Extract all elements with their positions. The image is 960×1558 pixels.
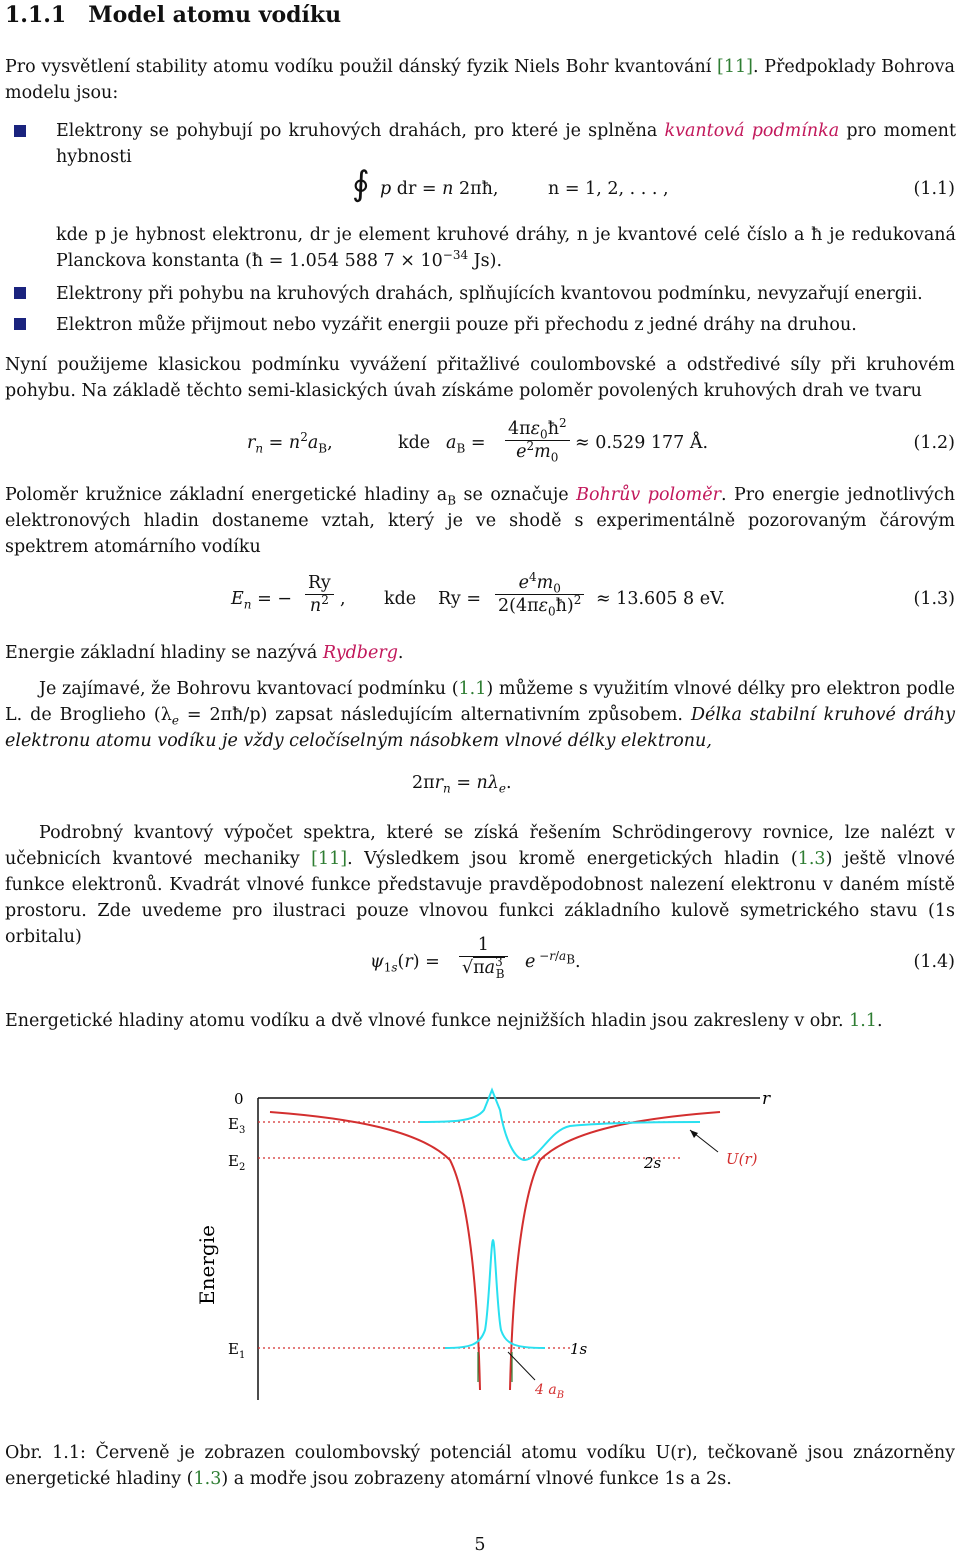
- paragraph-3: Poloměr kružnice základní energetické hladiny $a_B$ se označuje Bohrův poloměr. Pro energie jednotlivých elektronových hladin dostaneme vztah, který je ve shodě s experimentálně pozorovaným čárovým spektrem atomárního vodíku: [5, 485, 955, 557]
- p4-end: .: [397, 643, 404, 663]
- figure-caption: [5, 1440, 955, 1492]
- equation-1-4: [0, 934, 960, 994]
- label-energie: Energie: [195, 1225, 219, 1305]
- label-E1: $E_1$: [228, 1340, 246, 1361]
- p5-italic: Délka stabilní kruhové dráhy elektronu atomu vodíku je vždy celočíselným násobkem vlnové délky elektronu,: [5, 705, 955, 751]
- paragraph-6: [5, 820, 955, 950]
- wavefunction-2s: [420, 1090, 700, 1160]
- equation-1-2: [0, 418, 960, 468]
- citation-link[interactable]: [11]: [311, 849, 348, 869]
- equation-1-1: [0, 164, 960, 210]
- eq3-ry-def-fraction: $\frac{e^4m_0}{2(4\pi\varepsilon_0ħ)^2}$: [495, 572, 584, 617]
- equation-1-3: [0, 572, 960, 626]
- term-kvantova-podminka: kvantová podmínka: [664, 121, 840, 141]
- bullet-text: Elektrony se pohybují po kruhových drahách, pro které je splněna: [56, 121, 658, 141]
- bullet-item-2: Elektrony při pohybu na kruhových drahách, splňujících kvantovou podmínku, nevyzařují energii.: [56, 284, 923, 304]
- p5-mid2: = 2πħ/p) zapsat následujícím alternativním způsobem.: [178, 705, 691, 725]
- bullet-marker: [14, 125, 26, 137]
- bullet-marker: [14, 318, 26, 330]
- eq4-number: (1.4): [913, 952, 955, 972]
- label-r: r: [762, 1089, 771, 1109]
- contour-integral-symbol: ∮: [352, 164, 370, 204]
- citation-link[interactable]: [11]: [717, 57, 753, 77]
- eq4-fraction: $\frac{1}{√\pi a^3_B}$: [459, 934, 508, 979]
- eq4-exp: e $^{-r/a_B}$.: [525, 949, 581, 972]
- term-rydberg: Rydberg: [322, 643, 398, 663]
- p5-text: Je zajímavé, že Bohrovu kvantovací podmínku (: [39, 679, 459, 699]
- eq2-fraction: $\frac{4\pi\varepsilon_0ħ^2}{e^2m_0}$: [505, 418, 570, 463]
- label-U: U(r): [726, 1150, 758, 1168]
- bullet-explanation-tail: Js).: [468, 251, 503, 271]
- eq2-number: (1.2): [913, 433, 955, 453]
- eq-ref-link[interactable]: 1.3: [193, 1469, 222, 1489]
- eq2-aB: $a_B$ =: [446, 433, 486, 456]
- paragraph-2: Nyní použijeme klasickou podmínku vyvážení přitažlivé coulombovské a odstředivé síly při kruhovém pohybu. Na základě těchto semi-klasických úvah získáme poloměr povolených kruhových drah ve tvaru: [5, 355, 955, 401]
- term-bohruv-polomer: Bohrův poloměr: [576, 485, 721, 505]
- eq4-lhs: $\psi_{1s}(r)$ =: [370, 952, 440, 975]
- eq1-lhs: p dr = n 2πħ,: [380, 179, 499, 199]
- eq-ref-link[interactable]: 1.3: [797, 849, 826, 869]
- paragraph-7: [5, 1008, 955, 1034]
- intro-text-end: . Předpoklady Bohrova modelu jsou:: [5, 57, 955, 103]
- eq3-ry: Ry =: [438, 589, 481, 609]
- wavefunction-1s: [445, 1240, 545, 1348]
- section-number: 1.1.1: [5, 2, 67, 28]
- bullet-marker: [14, 287, 26, 299]
- paragraph-4: [5, 640, 955, 666]
- eq3-comma: ,: [340, 589, 346, 609]
- p3-text: Poloměr kružnice základní energetické hladiny a: [5, 485, 448, 505]
- eq3-ry-fraction: $\frac{Ry}{n^2}$: [305, 572, 334, 617]
- bullet-explanation-text: kde p je hybnost elektronu, dr je element kruhové dráhy, n je kvantové celé číslo a ħ je redukovaná Planckova konstanta (ħ = 1.054 588 7 × 10: [56, 225, 956, 271]
- bullet-text-end: pro moment hybnosti: [56, 121, 956, 167]
- label-2s: 2s: [644, 1154, 662, 1172]
- label-zero: 0: [234, 1090, 244, 1108]
- label-E2: $E_2$: [228, 1152, 246, 1173]
- eq1-rhs: n = 1, 2, . . . ,: [548, 179, 669, 199]
- p5-mid: ) můžeme s využitím vlnové délky pro elektron podle L. de Broglieho (λ: [5, 679, 955, 725]
- bullet-item-1: [56, 118, 956, 170]
- db-eq: $2\pi r_n = n\lambda_e$.: [412, 773, 512, 796]
- p3-end: . Pro energie jednotlivých elektronových hladin dostaneme vztah, který je ve shodě s experimentálně pozorovaným čárovým spektrem atomárního vodíku: [5, 485, 955, 557]
- intro-paragraph: [5, 54, 955, 106]
- eq3-lhs: $E_n$ = −: [231, 589, 292, 612]
- equation-de-broglie: [0, 770, 960, 810]
- eq2-kde: kde: [398, 433, 431, 453]
- bullet-item-3: Elektron může přijmout nebo vyzářit energii pouze při přechodu z jedné dráhy na druhou.: [56, 315, 857, 335]
- p6-end: ) ještě vlnové funkce elektronů. Kvadrát vlnové funkce představuje pravděpodobnost nalezení elektronu v daném místě prostoru. Zde uvedeme pro ilustraci pouze vlnovou funkci základního kulově symetrického stavu (1s orbitalu): [5, 849, 955, 947]
- label-4aB: 4 $a_B$: [535, 1382, 565, 1401]
- eq2-lhs: $r_n = n^2a_B$,: [247, 430, 333, 456]
- energy-level-figure: [0, 1060, 960, 1430]
- exponent: −34: [442, 248, 469, 263]
- eq3-approx: ≈ 13.605 8 eV.: [596, 589, 726, 609]
- p4-text: Energie základní hladiny se nazývá: [5, 643, 323, 663]
- eq-ref-link[interactable]: 1.1: [458, 679, 487, 699]
- section-heading: [5, 0, 341, 30]
- bullet-1-explanation: [56, 222, 956, 274]
- page-number: 5: [474, 1535, 486, 1555]
- eq2-approx: ≈ 0.529 177 Å.: [575, 433, 709, 453]
- p7-end: .: [876, 1011, 883, 1031]
- figure-ref-link[interactable]: 1.1: [849, 1011, 877, 1031]
- caption-end: ) a modře jsou zobrazeny atomární vlnové funkce 1s a 2s.: [221, 1469, 732, 1489]
- p3-mid: se označuje: [456, 485, 577, 505]
- arrowhead-U: [690, 1130, 698, 1138]
- label-E3: $E_3$: [228, 1115, 246, 1136]
- caption-text: Obr. 1.1: Červeně je zobrazen coulombovský potenciál atomu vodíku U(r), tečkovaně jsou znázorněny energetické hladiny (: [5, 1443, 955, 1489]
- eq3-kde: kde: [384, 589, 417, 609]
- p7-text: Energetické hladiny atomu vodíku a dvě vlnové funkce nejnižších hladin jsou zakresleny v obr.: [5, 1011, 850, 1031]
- p6-text: Podrobný kvantový výpočet spektra, které se získá řešením Schrödingerovy rovnice, lze nalézt v učebnicích kvantové mechaniky: [5, 823, 955, 869]
- eq1-number: (1.1): [913, 179, 955, 199]
- section-title: Model atomu vodíku: [88, 2, 342, 28]
- label-1s: 1s: [570, 1340, 588, 1358]
- paragraph-5: Je zajímavé, že Bohrovu kvantovací podmínku (1.1) můžeme s využitím vlnové délky pro elektron podle L. de Broglieho ($\lambda_e$ = 2πħ/p) zapsat následujícím alternativním způsobem. Délka stabilní kruhové dráhy elektronu atomu vodíku je vždy celočíselným násobkem vlnové délky elektronu,: [5, 679, 955, 751]
- intro-text: Pro vysvětlení stability atomu vodíku použil dánský fyzik Niels Bohr kvantování: [5, 57, 712, 77]
- p6-mid: . Výsledkem jsou kromě energetických hladin (: [347, 849, 798, 869]
- eq3-number: (1.3): [913, 589, 955, 609]
